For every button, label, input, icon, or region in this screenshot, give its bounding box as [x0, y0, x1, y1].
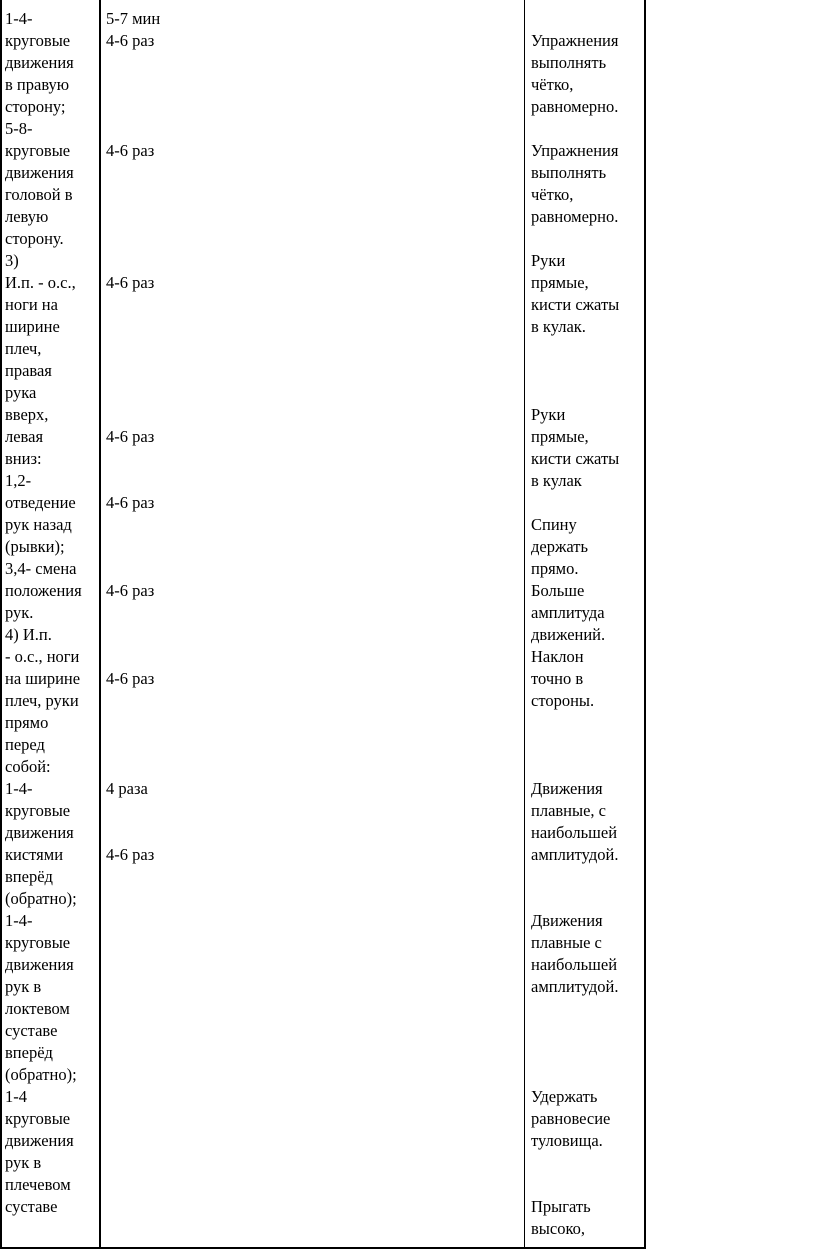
methodical-note: Руки прямые, кисти сжаты в кулак. — [531, 251, 620, 336]
methodical-note: Руки прямые, кисти сжаты в кулак — [531, 405, 620, 490]
exercise-description-cell: 1-4- круговые движения в правую сторону; 5-8- круговые движения головой в левую сторону. 3) И.п. - о.с., ноги на ширине плеч, правая рука вверх, левая вниз: 1,2- отведение рук назад (рывки); 3,4- смена положения рук. 4) И.п. - о.с., ноги на ширине плеч, руки прямо перед собой: 1-4- круговые движения кистями вперёд (обратно); 1-4- круговые движения рук в локтевом суставе вперёд (обратно); 1-4 круговые движения рук в плечевом суставе — [5, 9, 82, 1216]
dosage-text: 4-6 раз — [106, 31, 155, 50]
dosage-text: 4-6 раз — [106, 427, 155, 446]
methodical-note: Спину держать прямо. Больше амплитуда движений. Наклон точно в стороны. — [531, 515, 606, 710]
methodical-note: Удержать равновесие туловища. — [531, 1087, 611, 1150]
table-border-left — [0, 0, 2, 1249]
column-divider-1 — [99, 0, 101, 1249]
table-border-bottom — [0, 1247, 646, 1249]
dosage-text: 4-6 раз — [106, 141, 155, 160]
dosage-text: 4-6 раз — [106, 845, 155, 864]
methodical-note: Движения плавные с наибольшей амплитудой. — [531, 911, 619, 996]
dosage-text: 5-7 мин — [106, 9, 161, 28]
dosage-text: 4-6 раз — [106, 669, 155, 688]
methodical-note: Прыгать высоко, — [531, 1197, 591, 1238]
dosage-text: 4-6 раз — [106, 493, 155, 512]
methodical-note: Упражнения выполнять чётко, равномерно. — [531, 31, 619, 116]
column-divider-2 — [524, 0, 525, 1249]
dosage-text: 4 раза — [106, 779, 148, 798]
methodical-note: Движения плавные, с наибольшей амплитудой. — [531, 779, 619, 864]
table-border-right — [644, 0, 646, 1249]
methodical-note: Упражнения выполнять чётко, равномерно. — [531, 141, 619, 226]
dosage-text: 4-6 раз — [106, 273, 155, 292]
dosage-text: 4-6 раз — [106, 581, 155, 600]
